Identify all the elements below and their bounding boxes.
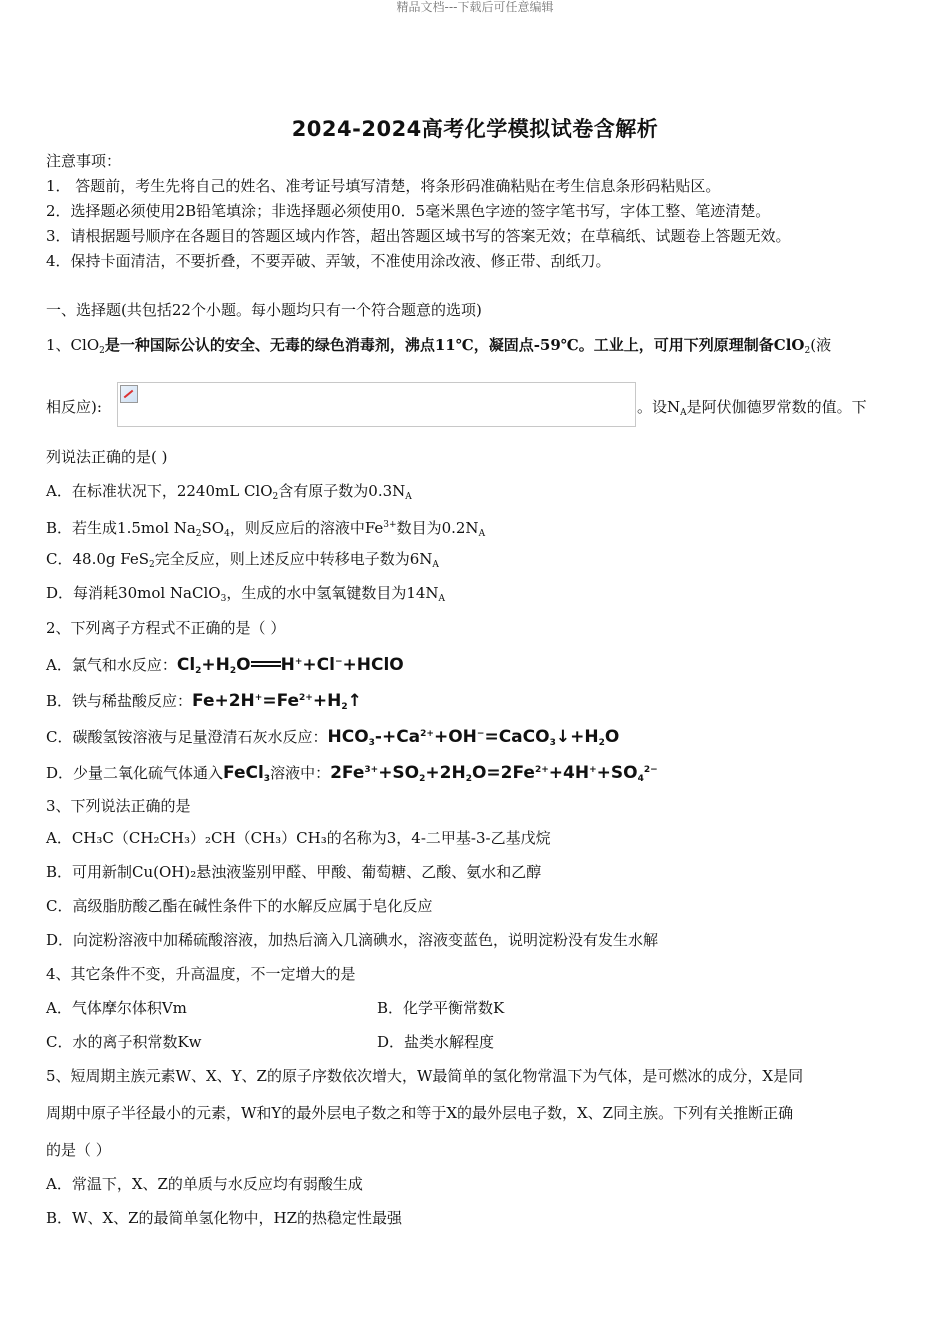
q1-stem-line2-start: 相反应): <box>46 398 102 416</box>
q2-stem: 2、下列离子方程式不正确的是（ ） <box>46 619 286 637</box>
q4-option-a: A．气体摩尔体积Vm <box>46 999 187 1017</box>
q1-option-b: B．若生成1.5mol $Na_2SO_4$，则反应后的溶液中$Fe^{3+}$数目为$0.2N_A$ <box>46 519 486 539</box>
q1-stem-line1: 1、ClO$_2$是一种国际公认的安全、无毒的绿色消毒剂，沸点11℃，凝固点-59℃。工业上，可用下列原理制备ClO$_2$(液 <box>46 336 832 356</box>
q1-option-d: D．每消耗30mol NaClO$_3$，生成的水中氢氧键数目为$14N_A$ <box>46 584 446 604</box>
page-title: 2024-2024高考化学模拟试卷含解析 <box>291 117 659 141</box>
notice-item-4: 4．保持卡面清洁，不要折叠，不要弄破、弄皱，不准使用涂改液、修正带、刮纸刀。 <box>46 252 611 270</box>
q5-stem-line3: 的是（ ） <box>46 1141 111 1159</box>
q2-option-a: A．氯气和水反应：$Cl_2+H_2O$ H++Cl−+HClO <box>46 655 404 676</box>
equilibrium-arrow-icon <box>251 659 281 669</box>
broken-image-icon <box>120 385 138 403</box>
q1-option-a: A．在标准状况下，2240mL ClO$_2$含有原子数为$0.3N_A$ <box>46 482 412 502</box>
q1-option-c: C．48.0g FeS$_2$完全反应，则上述反应中转移电子数为$6N_A$ <box>46 550 439 570</box>
page-header: 精品文档---下载后可任意编辑 <box>396 0 554 14</box>
q2-option-b: B．铁与稀盐酸反应：$Fe+2H^+=Fe^{2+}+H_2↑$ <box>46 691 362 712</box>
q5-option-a: A．常温下，X、Z的单质与水反应均有弱酸生成 <box>46 1175 363 1193</box>
q4-option-c: C．水的离子积常数Kw <box>46 1033 202 1051</box>
q1-stem-line3: 列说法正确的是( ) <box>46 448 168 466</box>
q4-option-b: B．化学平衡常数K <box>377 999 505 1017</box>
q4-stem: 4、其它条件不变，升高温度，不一定增大的是 <box>46 965 356 983</box>
q1-stem-line2-end: 。设$N_A$是阿伏伽德罗常数的值。下 <box>637 398 867 418</box>
notice-item-1: 1． 答题前，考生先将自己的姓名、准考证号填写清楚，将条形码准确粘贴在考生信息条形码粘贴区。 <box>46 177 721 195</box>
notice-item-3: 3．请根据题号顺序在各题目的答题区域内作答，超出答题区域书写的答案无效；在草稿纸、试题卷上答题无效。 <box>46 227 791 245</box>
q3-option-b: B．可用新制Cu(OH)₂悬浊液鉴别甲醛、甲酸、葡萄糖、乙酸、氨水和乙醇 <box>46 863 542 881</box>
notice-item-2: 2．选择题必须使用2B铅笔填涂；非选择题必须使用0．5毫米黑色字迹的签字笔书写，字体工整、笔迹清楚。 <box>46 202 771 220</box>
q2-option-c: C．碳酸氢铵溶液与足量澄清石灰水反应：$HCO_3-+Ca^{2+}+OH^-=CaCO_3↓+H_2O$ <box>46 727 620 748</box>
q3-option-c: C．高级脂肪酸乙酯在碱性条件下的水解反应属于皂化反应 <box>46 897 433 915</box>
section-heading: 一、选择题(共包括22个小题。每小题均只有一个符合题意的选项) <box>46 301 482 319</box>
q5-stem-line2: 周期中原子半径最小的元素，W和Y的最外层电子数之和等于X的最外层电子数，X、Z同主族。下列有关推断正确 <box>46 1104 794 1122</box>
q5-stem-line1: 5、短周期主族元素W、X、Y、Z的原子序数依次增大，W最简单的氢化物常温下为气体，是可燃冰的成分，X是同 <box>46 1067 804 1085</box>
q2-option-d: D．少量二氧化硫气体通入FeCl$_3$溶液中：$2Fe^{3+}+SO_2+2H_2O=2Fe^{2+}+4H^++SO_4^{2-}$ <box>46 763 658 784</box>
notice-heading: 注意事项： <box>46 152 122 170</box>
reaction-equation-image <box>117 382 636 427</box>
q4-option-d: D．盐类水解程度 <box>377 1033 495 1051</box>
q3-option-a: A．CH₃C（CH₂CH₃）₂CH（CH₃）CH₃的名称为3，4-二甲基-3-乙基戊烷 <box>46 829 551 847</box>
q3-stem: 3、下列说法正确的是 <box>46 797 191 815</box>
q5-option-b: B．W、X、Z的最简单氢化物中，HZ的热稳定性最强 <box>46 1209 403 1227</box>
q3-option-d: D．向淀粉溶液中加稀硫酸溶液，加热后滴入几滴碘水，溶液变蓝色，说明淀粉没有发生水解 <box>46 931 659 949</box>
